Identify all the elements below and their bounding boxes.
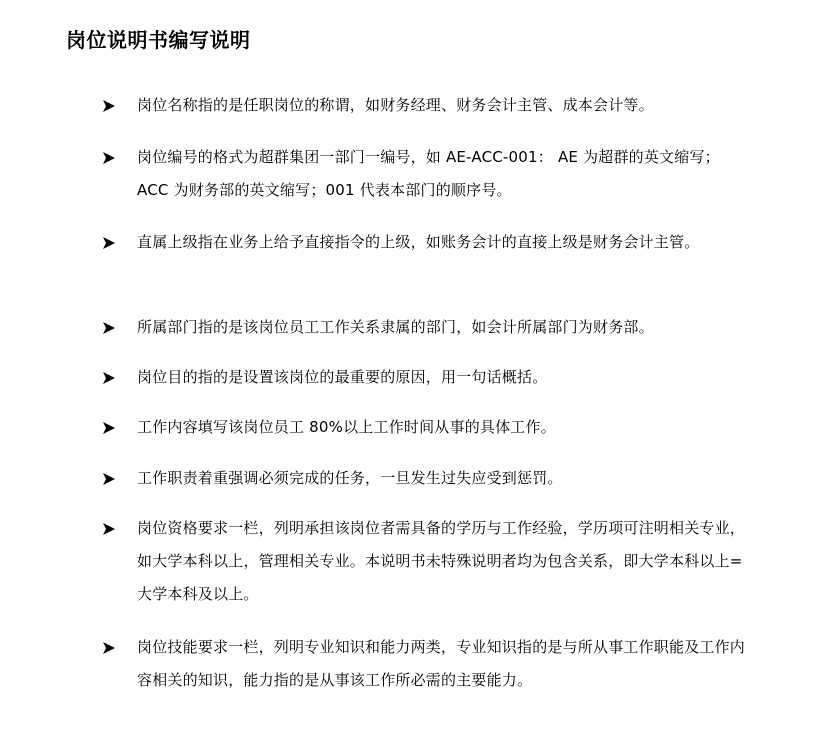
list-item-text: 直属上级指在业务上给予直接指令的上级，如账务会计的直接上级是财务会计主管。 [137,233,700,251]
arrowhead-bullet-icon [102,371,116,385]
list-item-text: 岗位目的指的是设置该岗位的最重要的原因，用一句话概括。 [137,368,548,386]
list-item-text: 岗位技能要求一栏，列明专业知识和能力两类，专业知识指的是与所从事工作职能及工作内容相关的知识，能力指的是从事该工作所必需的主要能力。 [137,638,746,689]
page-title: 岗位说明书编写说明 [66,28,251,52]
list-item-text: 所属部门指的是该岗位员工工作关系隶属的部门，如会计所属部门为财务部。 [137,318,654,336]
arrowhead-bullet-icon [102,99,116,113]
arrowhead-bullet-icon [102,236,116,250]
arrowhead-bullet-icon [102,151,116,165]
arrowhead-bullet-icon [102,522,116,536]
list-item-text: 岗位编号的格式为超群集团一部门一编号，如 AE-ACC-001： AE 为超群的英文缩写；ACC 为财务部的英文缩写；001 代表本部门的顺序号。 [137,148,720,199]
list-item-text: 工作内容填写该岗位员工 80%以上工作时间从事的具体工作。 [137,418,556,436]
arrowhead-bullet-icon [102,421,116,435]
list-item-text: 岗位名称指的是任职岗位的称谓，如财务经理、财务会计主管、成本会计等。 [137,96,654,114]
list-item-text: 岗位资格要求一栏，列明承担该岗位者需具备的学历与工作经验，学历项可注明相关专业，如大学本科以上，管理相关专业。本说明书未特殊说明者均为包含关系，即大学本科以上=大学本科及以上。 [137,519,746,603]
arrowhead-bullet-icon [102,641,116,655]
arrowhead-bullet-icon [102,321,116,335]
arrowhead-bullet-icon [102,472,116,486]
list-item-text: 工作职责着重强调必须完成的任务，一旦发生过失应受到惩罚。 [137,469,563,487]
